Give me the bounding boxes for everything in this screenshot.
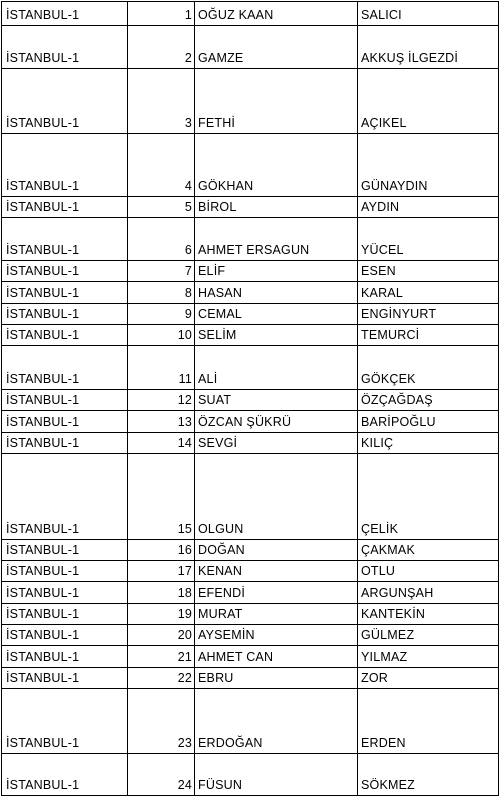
rank-cell: 9 [128, 304, 195, 324]
city-cell: İSTANBUL-1 [2, 454, 128, 539]
rank-cell: 23 [128, 689, 195, 753]
city-cell: İSTANBUL-1 [2, 625, 128, 645]
table-row [2, 540, 499, 561]
last-name-cell: YILMAZ [358, 646, 499, 667]
last-name-cell: ESEN [358, 261, 499, 281]
last-name-cell: BARİPOĞLU [358, 411, 499, 432]
rank-cell: 18 [128, 582, 195, 603]
table-row [2, 26, 499, 69]
city-cell: İSTANBUL-1 [2, 26, 128, 68]
first-name-cell: EBRU [195, 668, 358, 688]
city-cell: İSTANBUL-1 [2, 582, 128, 603]
last-name-cell: YÜCEL [358, 218, 499, 260]
city-cell: İSTANBUL-1 [2, 754, 128, 795]
city-cell: İSTANBUL-1 [2, 646, 128, 667]
city-cell: İSTANBUL-1 [2, 689, 128, 753]
rank-cell: 17 [128, 561, 195, 581]
last-name-cell: ENGİNYURT [358, 304, 499, 324]
table-row [2, 411, 499, 433]
table-row [2, 2, 499, 26]
first-name-cell: OĞUZ KAAN [195, 2, 358, 25]
first-name-cell: CEMAL [195, 304, 358, 324]
last-name-cell: ÇELİK [358, 454, 499, 539]
table-row [2, 218, 499, 261]
table-row [2, 754, 499, 796]
first-name-cell: EFENDİ [195, 582, 358, 603]
table-row [2, 69, 499, 134]
last-name-cell: GÜNAYDIN [358, 134, 499, 196]
rank-cell: 21 [128, 646, 195, 667]
rank-cell: 11 [128, 346, 195, 389]
last-name-cell: GÖKÇEK [358, 346, 499, 389]
table-row [2, 454, 499, 540]
last-name-cell: OTLU [358, 561, 499, 581]
city-cell: İSTANBUL-1 [2, 604, 128, 624]
last-name-cell: GÜLMEZ [358, 625, 499, 645]
city-cell: İSTANBUL-1 [2, 540, 128, 560]
table-row [2, 261, 499, 282]
rank-cell: 2 [128, 26, 195, 68]
table-row [2, 582, 499, 604]
first-name-cell: BİROL [195, 197, 358, 217]
rank-cell: 22 [128, 668, 195, 688]
table-row [2, 197, 499, 218]
city-cell: İSTANBUL-1 [2, 69, 128, 133]
first-name-cell: AYSEMİN [195, 625, 358, 645]
rank-cell: 14 [128, 433, 195, 453]
city-cell: İSTANBUL-1 [2, 282, 128, 303]
city-cell: İSTANBUL-1 [2, 346, 128, 389]
first-name-cell: ÖZCAN ŞÜKRÜ [195, 411, 358, 432]
table-row [2, 282, 499, 304]
first-name-cell: SEVGİ [195, 433, 358, 453]
table-row [2, 646, 499, 668]
first-name-cell: GÖKHAN [195, 134, 358, 196]
last-name-cell: ERDEN [358, 689, 499, 753]
last-name-cell: AYDIN [358, 197, 499, 217]
rank-cell: 6 [128, 218, 195, 260]
rank-cell: 10 [128, 325, 195, 345]
first-name-cell: MURAT [195, 604, 358, 624]
rank-cell: 3 [128, 69, 195, 133]
first-name-cell: ERDOĞAN [195, 689, 358, 753]
last-name-cell: SÖKMEZ [358, 754, 499, 795]
first-name-cell: KENAN [195, 561, 358, 581]
rank-cell: 24 [128, 754, 195, 795]
city-cell: İSTANBUL-1 [2, 390, 128, 410]
rank-cell: 19 [128, 604, 195, 624]
rank-cell: 5 [128, 197, 195, 217]
first-name-cell: FÜSUN [195, 754, 358, 795]
city-cell: İSTANBUL-1 [2, 668, 128, 688]
first-name-cell: FETHİ [195, 69, 358, 133]
rank-cell: 4 [128, 134, 195, 196]
rank-cell: 7 [128, 261, 195, 281]
last-name-cell: ARGUNŞAH [358, 582, 499, 603]
last-name-cell: SALICI [358, 2, 499, 25]
city-cell: İSTANBUL-1 [2, 197, 128, 217]
last-name-cell: ZOR [358, 668, 499, 688]
table-row [2, 346, 499, 390]
last-name-cell: TEMURCİ [358, 325, 499, 345]
city-cell: İSTANBUL-1 [2, 2, 128, 25]
table-row [2, 433, 499, 454]
rank-cell: 12 [128, 390, 195, 410]
first-name-cell: AHMET CAN [195, 646, 358, 667]
last-name-cell: KILIÇ [358, 433, 499, 453]
last-name-cell: ÇAKMAK [358, 540, 499, 560]
city-cell: İSTANBUL-1 [2, 411, 128, 432]
city-cell: İSTANBUL-1 [2, 134, 128, 196]
first-name-cell: ALİ [195, 346, 358, 389]
first-name-cell: DOĞAN [195, 540, 358, 560]
city-cell: İSTANBUL-1 [2, 304, 128, 324]
rank-cell: 15 [128, 454, 195, 539]
first-name-cell: OLGUN [195, 454, 358, 539]
table-row [2, 134, 499, 197]
first-name-cell: SUAT [195, 390, 358, 410]
table-row [2, 325, 499, 346]
last-name-cell: ÖZÇAĞDAŞ [358, 390, 499, 410]
city-cell: İSTANBUL-1 [2, 561, 128, 581]
first-name-cell: GAMZE [195, 26, 358, 68]
last-name-cell: KANTEKİN [358, 604, 499, 624]
last-name-cell: AÇIKEL [358, 69, 499, 133]
city-cell: İSTANBUL-1 [2, 218, 128, 260]
first-name-cell: ELİF [195, 261, 358, 281]
rank-cell: 20 [128, 625, 195, 645]
candidate-table [1, 1, 499, 796]
table-row [2, 561, 499, 582]
table-row [2, 304, 499, 325]
rank-cell: 13 [128, 411, 195, 432]
city-cell: İSTANBUL-1 [2, 433, 128, 453]
rank-cell: 8 [128, 282, 195, 303]
table-row [2, 689, 499, 754]
last-name-cell: KARAL [358, 282, 499, 303]
table-row [2, 604, 499, 625]
rank-cell: 16 [128, 540, 195, 560]
first-name-cell: AHMET ERSAGUN [195, 218, 358, 260]
city-cell: İSTANBUL-1 [2, 325, 128, 345]
first-name-cell: SELİM [195, 325, 358, 345]
table-row [2, 625, 499, 646]
city-cell: İSTANBUL-1 [2, 261, 128, 281]
rank-cell: 1 [128, 2, 195, 25]
last-name-cell: AKKUŞ İLGEZDİ [358, 26, 499, 68]
table-row [2, 668, 499, 689]
table-row [2, 390, 499, 411]
first-name-cell: HASAN [195, 282, 358, 303]
